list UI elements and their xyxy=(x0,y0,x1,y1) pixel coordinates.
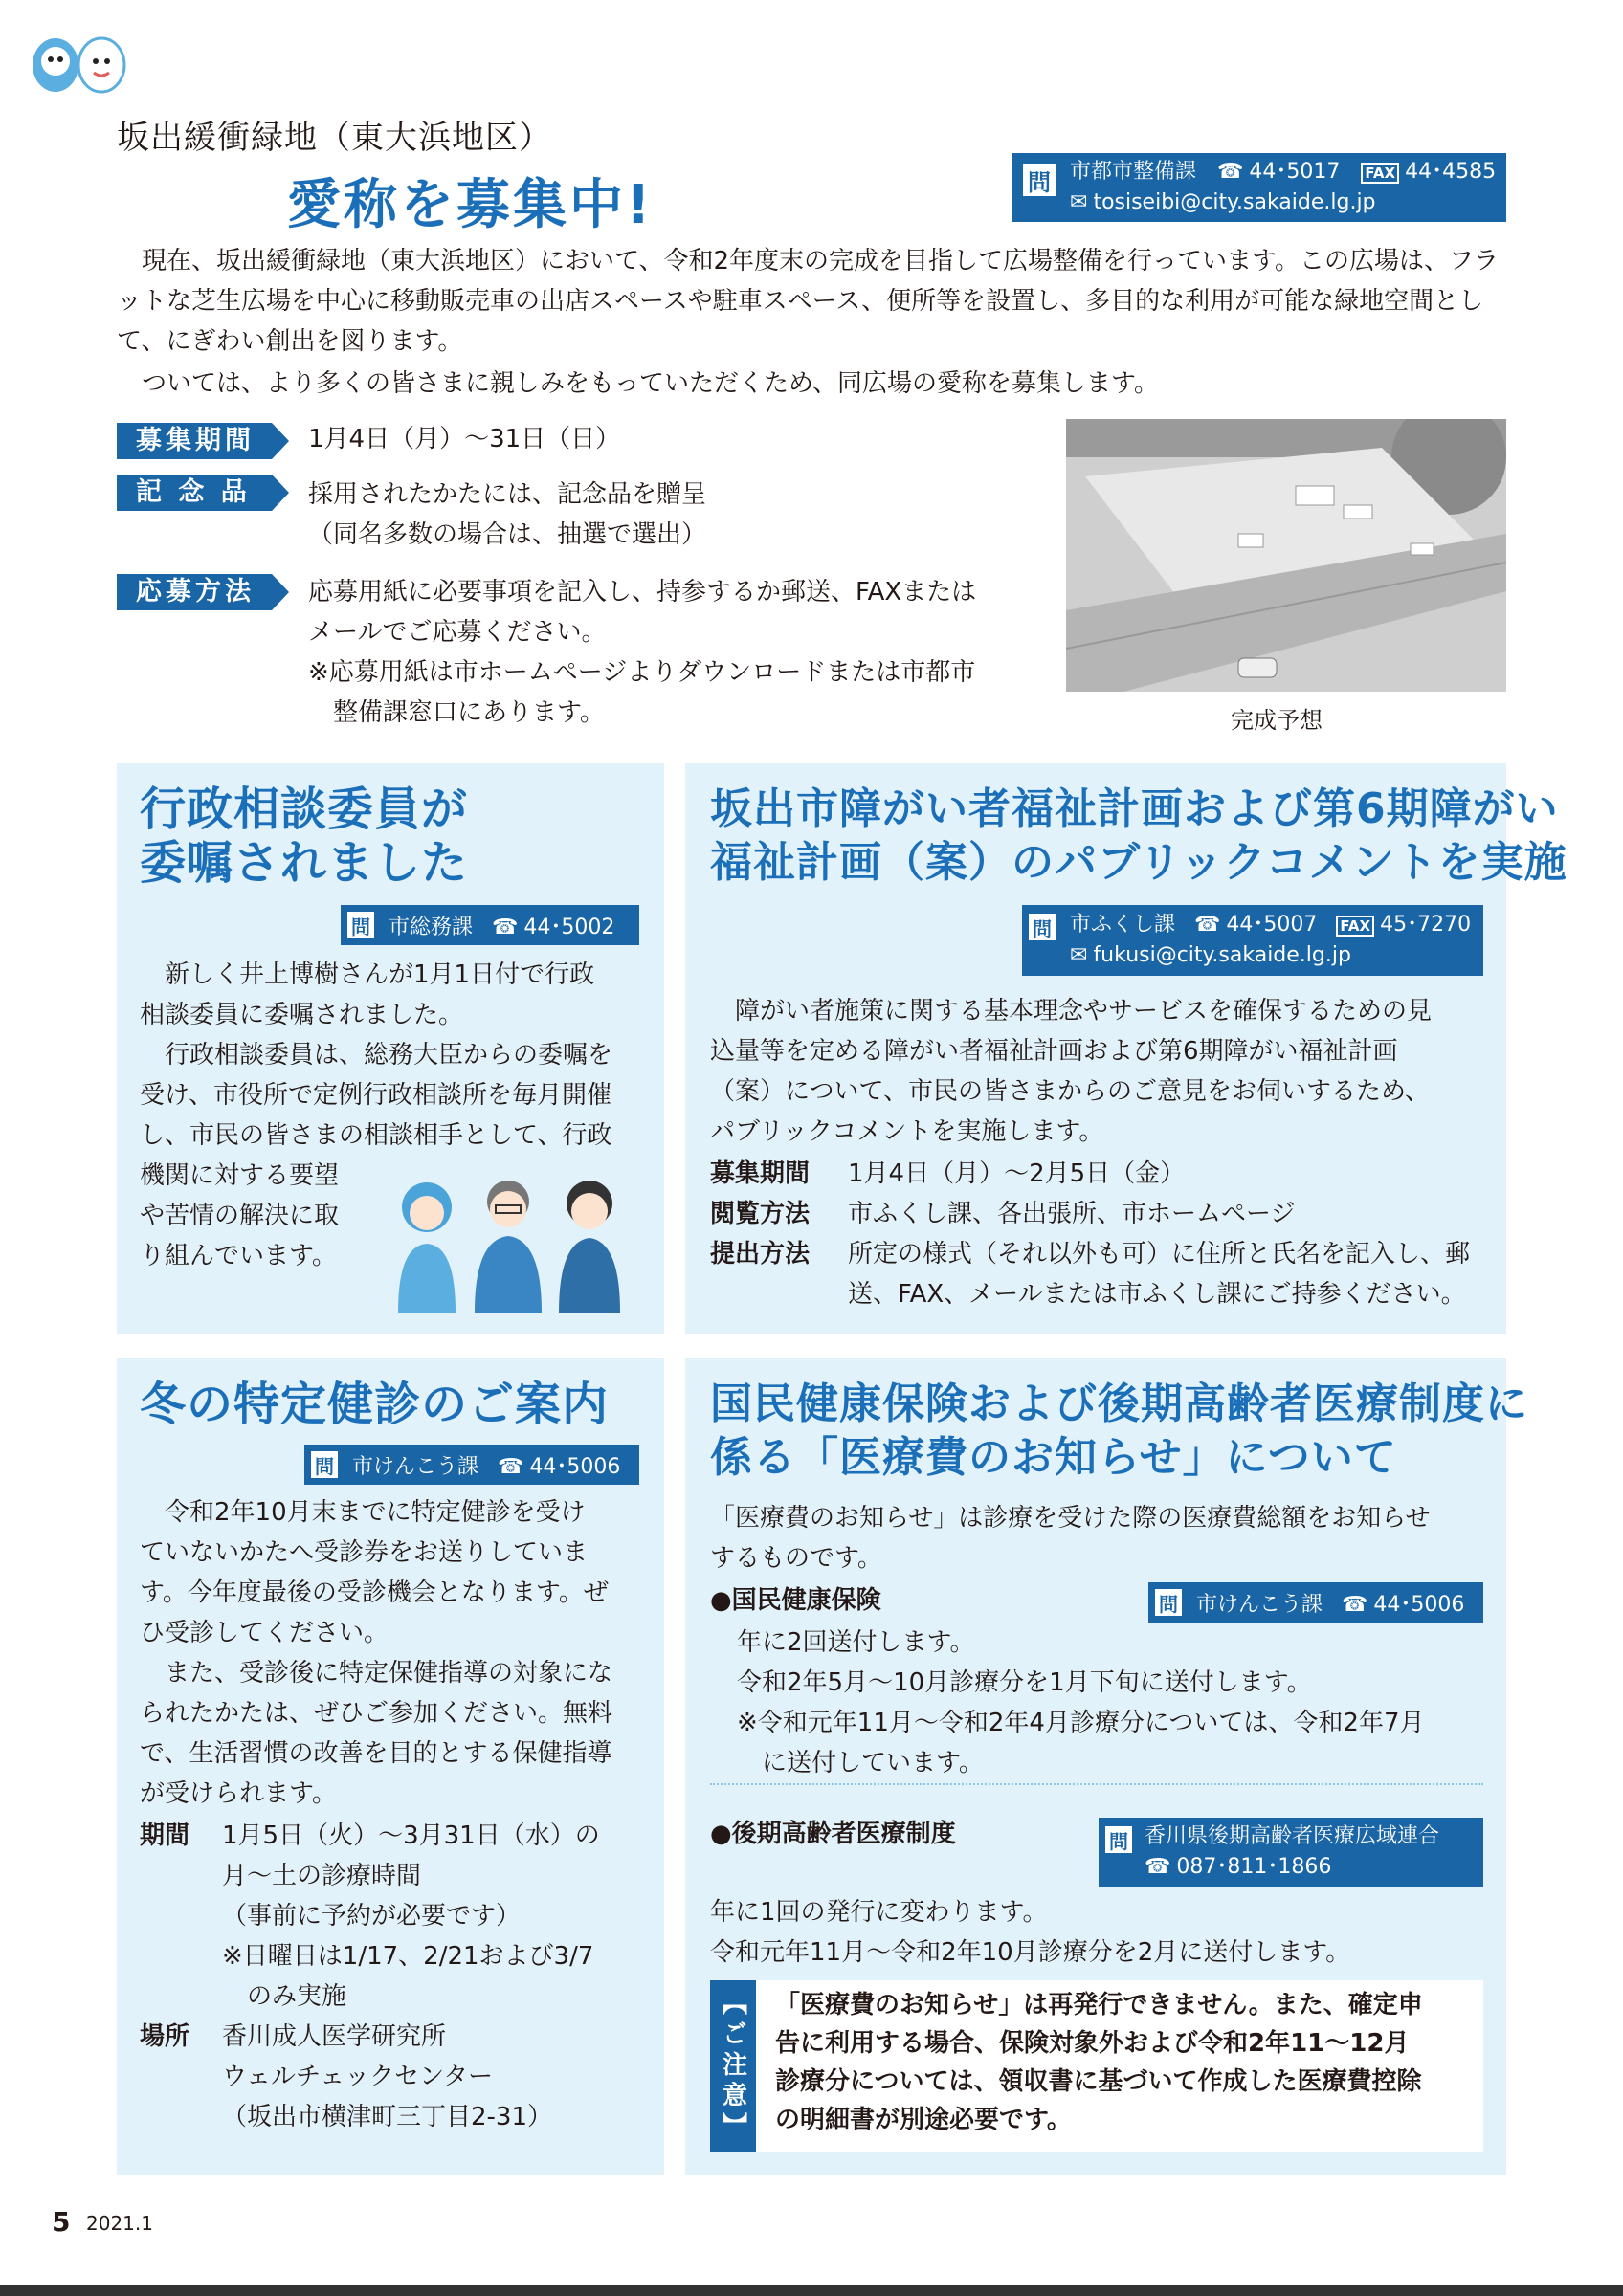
page-title: 愛称を募集中! xyxy=(287,174,654,236)
park-rendering-photo xyxy=(1066,419,1506,692)
inquiry-mark: 問 xyxy=(1020,161,1058,199)
intro-paragraph-2: ついては、より多くの皆さまに親しみをもっていただくため、同広場の愛称を募集します。 xyxy=(142,369,1159,398)
contact-box-toshiseibi xyxy=(1012,153,1506,222)
section-elderly-body: 年に1回の発行に変わります。 令和元年11月～令和2年10月診療分を2月に送付します。 xyxy=(710,1898,1351,1967)
inquiry-mark: 問 xyxy=(1152,1586,1185,1619)
fax-icon: FAX xyxy=(1336,916,1374,937)
inquiry-mark: 問 xyxy=(1026,911,1058,943)
mail-icon: ✉ xyxy=(1070,190,1088,214)
caution-tag: 【ご注意】 xyxy=(710,1980,756,2152)
panel-consultation-body: 新しく井上博樹さんが1月1日付で行政 相談委員に委嘱されました。 行政相談委員は、総務大臣からの委嘱を 受け、市役所で定例行政相談所を毎月開催 し、市民の皆さまの相談相手として、行政 機関に対する要望 や苦情の解決に取 り組んでいます。 xyxy=(140,960,613,1270)
contact-box-kenkou xyxy=(304,1445,639,1485)
mascot-illustration xyxy=(27,27,134,103)
mail-icon: ✉ xyxy=(1070,943,1088,967)
section-nhi-body: 年に2回送付します。 令和2年5月～10月診療分を1月下旬に送付します。 ※令和元年11月～令和2年4月診療分については、令和2年7月 に送付しています。 xyxy=(737,1628,1425,1777)
contact-dept: 市けんこう課 xyxy=(352,1454,479,1479)
section-subtitle: 坂出緩衝緑地（東大浜地区） xyxy=(117,119,552,157)
section-divider xyxy=(710,1783,1483,1785)
tag-prize: 記 念 品 xyxy=(117,475,272,511)
apply-method-text: 応募用紙に必要事項を記入し、持参するか郵送、FAXまたは メールでご応募ください。 ※応募用紙は市ホームページよりダウンロードまたは市都市 整備課窓口にあります。 xyxy=(308,578,977,727)
contact-dept: 市都市整備課 xyxy=(1070,160,1197,184)
inquiry-mark: 問 xyxy=(1102,1823,1135,1856)
contact-box-kenkou-2 xyxy=(1148,1582,1483,1623)
contact-dept: 市ふくし課 xyxy=(1070,913,1176,937)
tag-recruit-period: 募集期間 xyxy=(117,423,272,459)
contact-dept: 香川県後期高齢者医療広域連合 xyxy=(1145,1824,1440,1848)
panel-health-checkup-body: 令和2年10月末までに特定健診を受け ていないかたへ受診券をお送りしていま す。今年度最後の受診機会となります。ぜ ひ受診してください。 また、受診後に特定保健指導の対象にな られたかたは、ぜひご参加ください。無料 で、生活習慣の改善を目的とする保健指導 が受けられます。 xyxy=(140,1498,613,1808)
contact-dept: 市けんこう課 xyxy=(1196,1592,1323,1617)
caution-text: 「医療費のお知らせ」は再発行できません。また、確定申 告に利用する場合、保険対象外および令和2年11～12月 診療分については、領収書に基づいて作成した医療費控除 の明細書が別途必要です。 xyxy=(775,1991,1423,2134)
contact-tel: 44･5006 xyxy=(1373,1592,1465,1617)
fax-icon: FAX xyxy=(1361,163,1399,184)
panel-health-checkup-items: 期間 1月5日（火）～3月31日（水）の 月～土の診療時間 （事前に予約が必要です） ※日曜日は1/17、2/21および3/7 のみ実施 場所 香川成人医学研究所 ウェルチェックセンター （坂出市横津町三丁目2-31） xyxy=(140,1821,600,2131)
section-heading-nhi: ●国民健康保険 xyxy=(710,1586,881,1615)
contact-email[interactable]: tosiseibi@city.sakaide.lg.jp xyxy=(1093,190,1376,214)
contact-box-kouiki xyxy=(1099,1818,1483,1887)
phone-icon: ☎ xyxy=(498,1454,524,1479)
panel-public-comment-body: 障がい者施策に関する基本理念やサービスを確保するための見 込量等を定める障がい者福祉計画および第6期障がい福祉計画 （案）について、市民の皆さまからのご意見をお伺いするため、 パブリックコメントを実施します。 xyxy=(710,997,1433,1146)
recruit-period-text: 1月4日（月）～31日（日） xyxy=(308,425,621,453)
tag-apply-method: 応募方法 xyxy=(117,574,272,610)
contact-fax: 44･4585 xyxy=(1405,160,1497,184)
section-heading-elderly: ●後期高齢者医療制度 xyxy=(710,1820,956,1848)
panel-medical-notice-title: 国民健康保険および後期高齢者医療制度に 係る「医療費のお知らせ」について xyxy=(710,1380,1528,1482)
photo-caption: 完成予想 xyxy=(1231,707,1323,734)
phone-icon: ☎ xyxy=(1194,913,1221,937)
footer-bar xyxy=(0,2285,1623,2296)
phone-icon: ☎ xyxy=(492,915,519,939)
contact-tel: 087･811･1866 xyxy=(1176,1855,1332,1879)
panel-public-comment-items: 募集期間 1月4日（月）～2月5日（金） 閲覧方法 市ふくし課、各出張所、市ホームページ 提出方法 所定の様式（それ以外も可）に住所と氏名を記入し、郵 送、FAX、メールまたは市ふくし課にご持参ください。 xyxy=(710,1159,1471,1309)
inquiry-mark: 問 xyxy=(308,1448,341,1481)
intro-paragraph: 現在、坂出緩衝緑地（東大浜地区）において、令和2年度末の完成を目指して広場整備を行っています。この広場は、フラットな芝生広場を中心に移動販売車の出店スペースや駐車スペース、便所等を設置し、多目的な利用が可能な緑地空間として、にぎわい創出を図ります。 xyxy=(117,247,1499,356)
phone-icon: ☎ xyxy=(1342,1592,1368,1617)
phone-icon: ☎ xyxy=(1217,160,1244,184)
contact-tel: 44･5002 xyxy=(523,915,615,939)
panel-public-comment-title: 坂出市障がい者福祉計画および第6期障がい 福祉計画（案）のパブリックコメントを実施 xyxy=(710,784,1567,887)
contact-dept: 市総務課 xyxy=(389,915,474,939)
issue-date: 2021.1 xyxy=(86,2212,153,2235)
contact-box-fukushi xyxy=(1022,905,1483,976)
prize-text: 採用されたかたには、記念品を贈呈 （同名多数の場合は、抽選で選出） xyxy=(308,480,707,549)
panel-medical-notice-intro: 「医療費のお知らせ」は診療を受けた際の医療費総額をお知らせ するものです。 xyxy=(710,1504,1431,1573)
staff-illustration xyxy=(379,1169,637,1313)
caution-box xyxy=(710,1980,1483,2152)
contact-email[interactable]: fukusi@city.sakaide.lg.jp xyxy=(1093,943,1351,967)
inquiry-mark: 問 xyxy=(345,909,377,941)
phone-icon: ☎ xyxy=(1145,1855,1171,1879)
page-number: 5 xyxy=(52,2206,71,2238)
panel-consultation-title: 行政相談委員が 委嘱されました xyxy=(140,783,469,890)
contact-tel: 44･5006 xyxy=(529,1454,621,1479)
contact-box-soumu xyxy=(341,905,639,945)
panel-health-checkup-title: 冬の特定健診のご案内 xyxy=(140,1378,610,1431)
contact-tel: 44･5007 xyxy=(1226,913,1318,937)
contact-fax: 45･7270 xyxy=(1380,913,1472,937)
contact-tel: 44･5017 xyxy=(1249,160,1341,184)
